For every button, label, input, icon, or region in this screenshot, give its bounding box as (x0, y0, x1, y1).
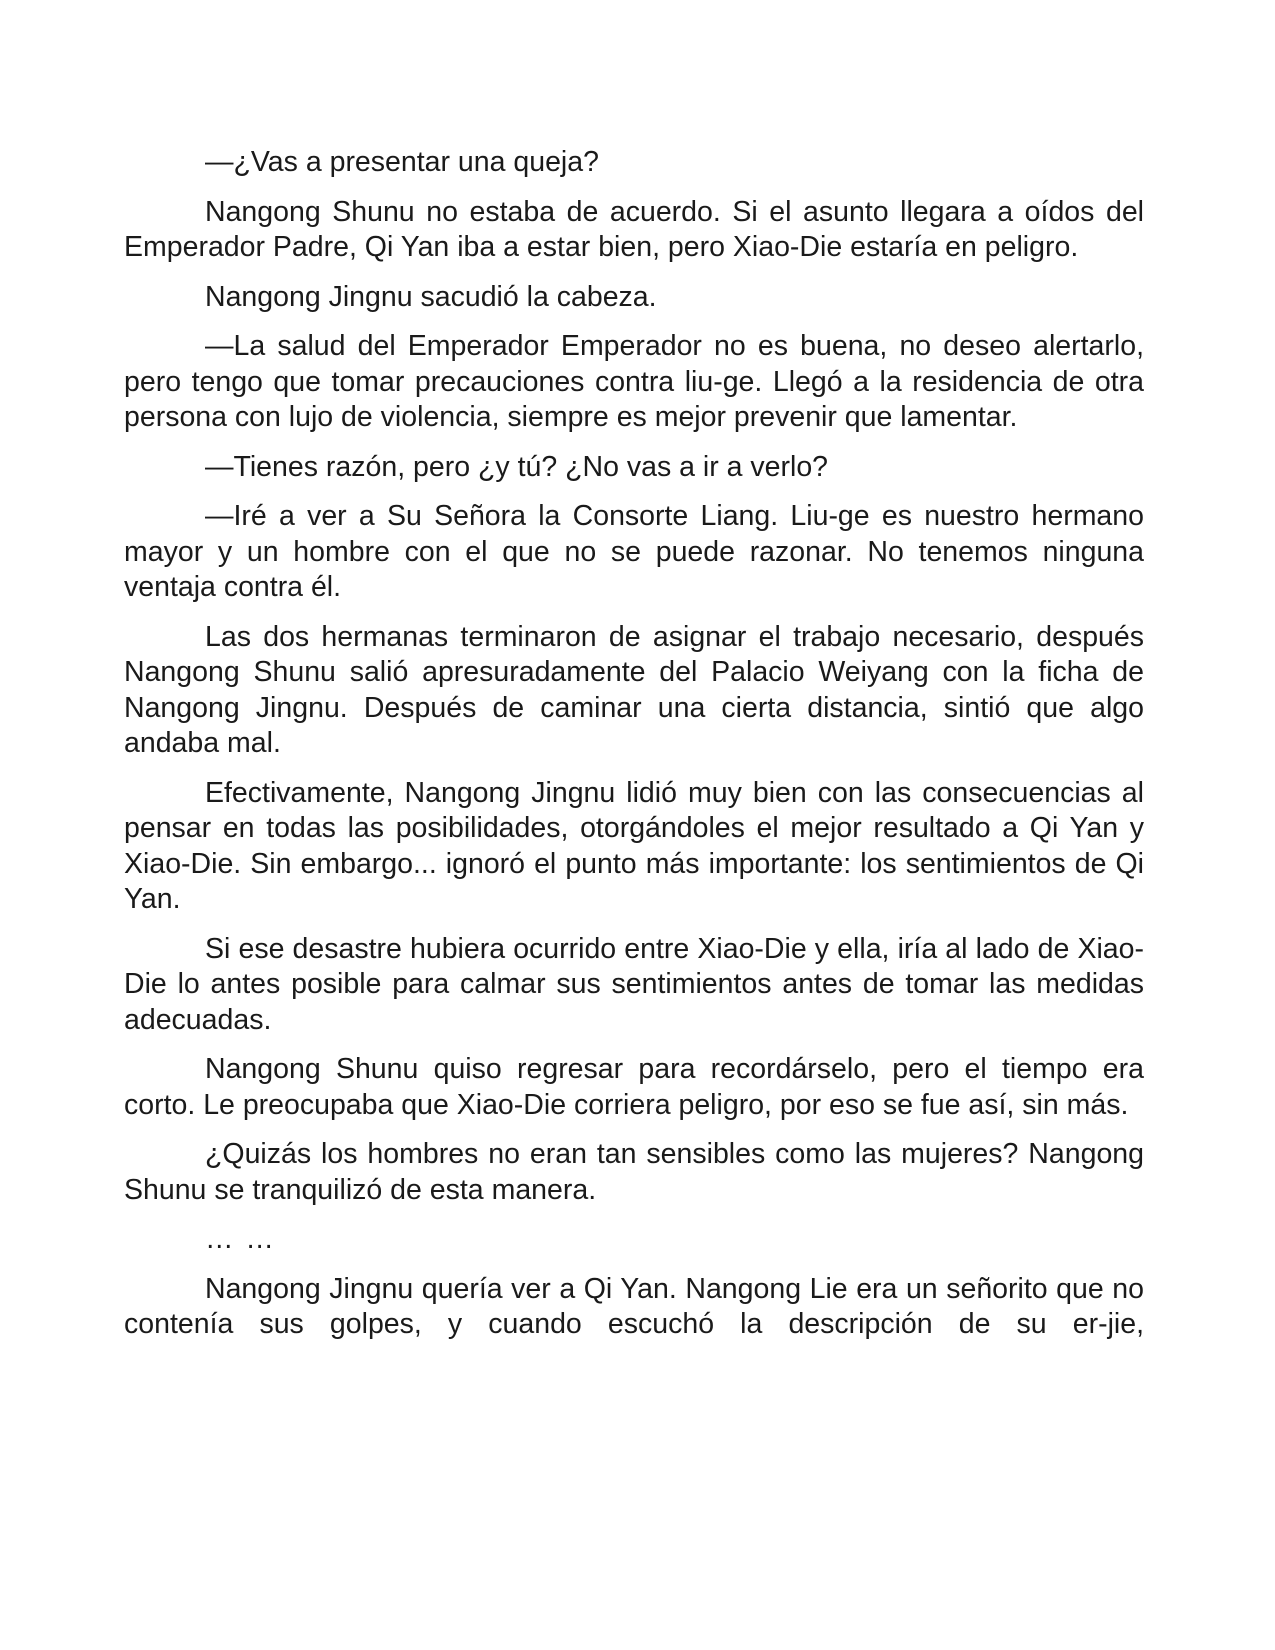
paragraph-12: Nangong Jingnu quería ver a Qi Yan. Nangong Lie era un señorito que no contenía sus golpes, y cuando escuchó la descripción de su er-jie, (124, 1272, 1144, 1340)
paragraph-5: —Tienes razón, pero ¿y tú? ¿No vas a ir a verlo? (205, 450, 829, 483)
paragraph-9: Si ese desastre hubiera ocurrido entre Xiao-Die y ella, iría al lado de Xiao-Die lo antes posible para calmar sus sentimientos antes de tomar las medidas adecuadas. (124, 932, 1144, 1036)
paragraph-2: Nangong Shunu no estaba de acuerdo. Si el asunto llegara a oídos del Emperador Padre, Qi Yan iba a estar bien, pero Xiao-Die estaría en peligro. (124, 195, 1144, 263)
scene-break: … … (205, 1223, 276, 1255)
paragraph-1: —¿Vas a presentar una queja? (205, 146, 599, 178)
document-page (124, 145, 1144, 1343)
paragraph-7: Las dos hermanas terminaron de asignar el trabajo necesario, después Nangong Shunu salió apresuradamente del Palacio Weiyang con la ficha de Nangong Jingnu. Después de caminar una cierta distancia, sintió que algo andaba mal. (124, 620, 1144, 759)
paragraph-8: Efectivamente, Nangong Jingnu lidió muy bien con las consecuencias al pensar en todas las posibilidades, otorgándoles el mejor resultado a Qi Yan y Xiao-Die. Sin embargo... ignoró el punto más importante: los sentimientos de Qi Yan. (124, 776, 1144, 915)
paragraph-3: Nangong Jingnu sacudió la cabeza. (205, 280, 657, 313)
paragraph-6: —Iré a ver a Su Señora la Consorte Liang. Liu-ge es nuestro hermano mayor y un hombre con el que no se puede razonar. No tenemos ninguna ventaja contra él. (124, 500, 1144, 603)
paragraph-10: Nangong Shunu quiso regresar para recordárselo, pero el tiempo era corto. Le preocupaba que Xiao-Die corriera peligro, por eso se fue así, sin más. (124, 1053, 1144, 1121)
paragraph-11: ¿Quizás los hombres no eran tan sensibles como las mujeres? Nangong Shunu se tranquilizó de esta manera. (124, 1138, 1144, 1206)
paragraph-4: —La salud del Emperador Emperador no es buena, no deseo alertarlo, pero tengo que tomar precauciones contra liu-ge. Llegó a la residencia de otra persona con lujo de violencia, siempre es mejor prevenir que lamentar. (124, 330, 1144, 433)
